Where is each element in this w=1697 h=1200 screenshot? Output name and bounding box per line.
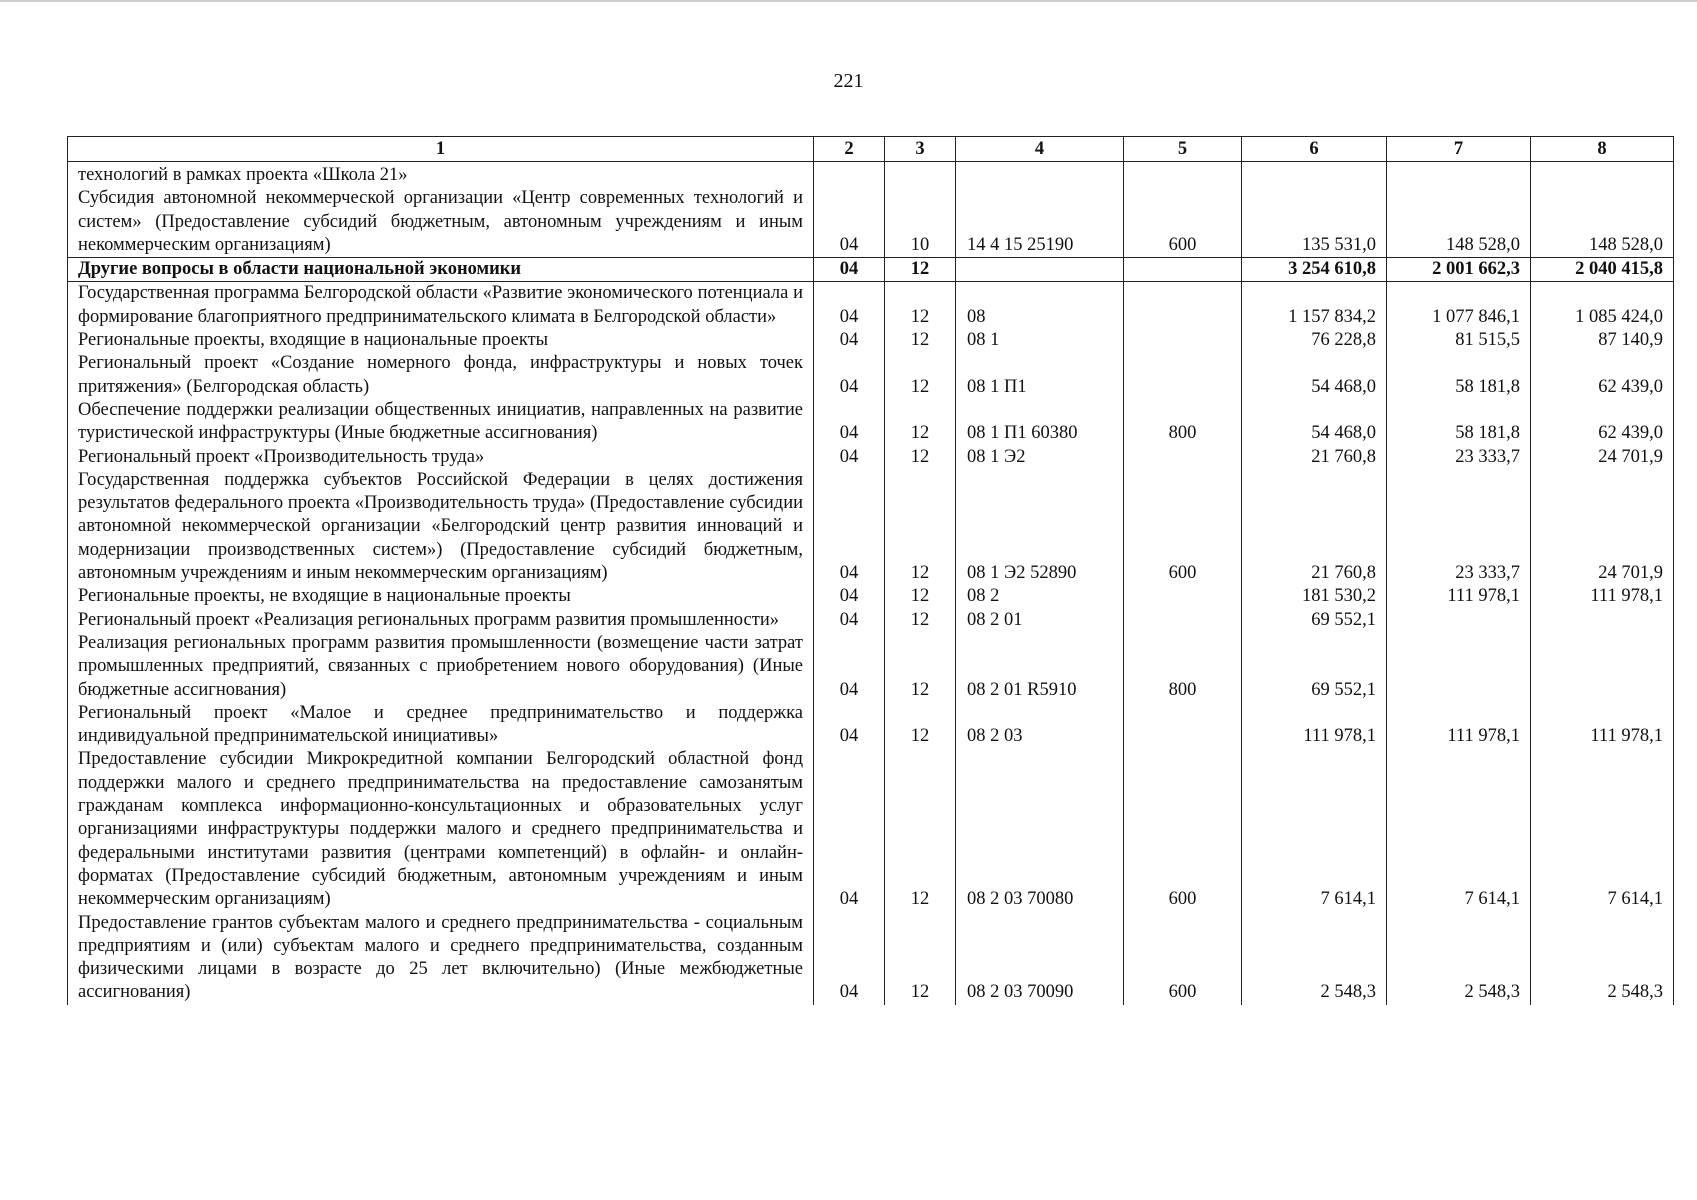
subsection-code: 12: [885, 329, 956, 352]
table-row: [68, 585, 1674, 608]
target-article-code: 08 2 03 70090: [956, 912, 1124, 1005]
table-row: [68, 469, 1674, 585]
amount-col6: 3 254 610,8: [1242, 258, 1387, 282]
target-article-code: 08 1: [956, 329, 1124, 352]
amount-col8: 7 614,1: [1531, 748, 1674, 911]
item-name-part: Субсидия автономной некоммерческой организации «Центр современных технологий и систем» (Предоставление субсидий бюджетным, автономным учреждениям и иным некоммерческим организациям): [78, 188, 803, 255]
item-name: [68, 162, 814, 258]
item-name: Региональные проекты, не входящие в национальные проекты: [68, 585, 814, 608]
amount-col7: 111 978,1: [1387, 585, 1531, 608]
expense-type-code: [1124, 702, 1242, 749]
item-name: Государственная поддержка субъектов Российской Федерации в целях достижения результатов федерального проекта «Производительность труда» (Предоставление субсидии автономной некоммерческой организации «Белгородский центр развития инноваций и модернизации производственных систем») (Предоставление субсидий бюджетным, автономным учреждениям и иным некоммерческим организациям): [68, 469, 814, 585]
subsection-code: 12: [885, 469, 956, 585]
amount-col7: 7 614,1: [1387, 748, 1531, 911]
section-code: 04: [814, 282, 885, 329]
column-header: 7: [1387, 137, 1531, 162]
section-code: 04: [814, 609, 885, 632]
amount-col6: 76 228,8: [1242, 329, 1387, 352]
amount-col8: 62 439,0: [1531, 399, 1674, 446]
column-header: 1: [68, 137, 814, 162]
amount-col7: 58 181,8: [1387, 399, 1531, 446]
amount-col6: 7 614,1: [1242, 748, 1387, 911]
table-row: [68, 162, 1674, 258]
item-name: Обеспечение поддержки реализации общественных инициатив, направленных на развитие туристической инфраструктуры (Иные бюджетные ассигнования): [68, 399, 814, 446]
amount-col7: 2 001 662,3: [1387, 258, 1531, 282]
amount-col8: 111 978,1: [1531, 702, 1674, 749]
amount-col8: [1531, 632, 1674, 702]
amount-col8: 148 528,0: [1531, 162, 1674, 258]
amount-col6: 135 531,0: [1242, 162, 1387, 258]
item-name: Другие вопросы в области национальной экономики: [68, 258, 814, 282]
amount-col6: 21 760,8: [1242, 446, 1387, 469]
amount-col8: 2 548,3: [1531, 912, 1674, 1005]
expense-type-code: 600: [1124, 469, 1242, 585]
expense-type-code: 600: [1124, 162, 1242, 258]
subsection-code: 12: [885, 352, 956, 399]
table-row: [68, 446, 1674, 469]
scan-top-edge: [0, 0, 1697, 2]
amount-col7: [1387, 632, 1531, 702]
target-article-code: 08 2 03: [956, 702, 1124, 749]
expense-type-code: [1124, 282, 1242, 329]
amount-col7: 81 515,5: [1387, 329, 1531, 352]
amount-col7: [1387, 609, 1531, 632]
amount-col6: 54 468,0: [1242, 399, 1387, 446]
expense-type-code: [1124, 258, 1242, 282]
item-name-part: технологий в рамках проекта «Школа 21»: [78, 165, 408, 185]
table-row: [68, 609, 1674, 632]
target-article-code: 08 1 Э2: [956, 446, 1124, 469]
item-name: Региональный проект «Производительность труда»: [68, 446, 814, 469]
budget-table: [67, 136, 1674, 1005]
item-name: Региональный проект «Малое и среднее предпринимательство и поддержка индивидуальной предпринимательской инициативы»: [68, 702, 814, 749]
amount-col8: 87 140,9: [1531, 329, 1674, 352]
table-row: [68, 632, 1674, 702]
amount-col8: 62 439,0: [1531, 352, 1674, 399]
amount-col7: 23 333,7: [1387, 446, 1531, 469]
amount-col7: 2 548,3: [1387, 912, 1531, 1005]
amount-col6: 21 760,8: [1242, 469, 1387, 585]
amount-col8: 24 701,9: [1531, 446, 1674, 469]
column-header: 8: [1531, 137, 1674, 162]
expense-type-code: 600: [1124, 912, 1242, 1005]
table-row: [68, 399, 1674, 446]
amount-col6: 54 468,0: [1242, 352, 1387, 399]
section-code: 04: [814, 162, 885, 258]
expense-type-code: [1124, 329, 1242, 352]
expense-type-code: [1124, 609, 1242, 632]
amount-col6: 111 978,1: [1242, 702, 1387, 749]
subsection-code: 12: [885, 399, 956, 446]
subsection-code: 12: [885, 609, 956, 632]
item-name: Предоставление субсидии Микрокредитной компании Белгородский областной фонд поддержки малого и среднего предпринимательства на предоставление самозанятым гражданам комплекса информационно-консультационных и образовательных услуг организациями инфраструктуры поддержки малого и среднего предпринимательства и федеральными институтами развития (центрами компетенций) в офлайн- и онлайн-форматах (Предоставление субсидий бюджетным, автономным учреждениям и иным некоммерческим организациям): [68, 748, 814, 911]
item-name: Реализация региональных программ развития промышленности (возмещение части затрат промышленных предприятий, связанных с приобретением нового оборудования) (Иные бюджетные ассигнования): [68, 632, 814, 702]
section-code: 04: [814, 329, 885, 352]
section-code: 04: [814, 469, 885, 585]
subsection-code: 12: [885, 585, 956, 608]
table-row-total: [68, 258, 1674, 282]
subsection-code: 12: [885, 912, 956, 1005]
amount-col7: 111 978,1: [1387, 702, 1531, 749]
item-name: Региональные проекты, входящие в национальные проекты: [68, 329, 814, 352]
target-article-code: [956, 258, 1124, 282]
subsection-code: 12: [885, 258, 956, 282]
amount-col7: 58 181,8: [1387, 352, 1531, 399]
expense-type-code: [1124, 446, 1242, 469]
column-header: 5: [1124, 137, 1242, 162]
amount-col6: 181 530,2: [1242, 585, 1387, 608]
amount-col8: 24 701,9: [1531, 469, 1674, 585]
section-code: 04: [814, 399, 885, 446]
amount-col6: 2 548,3: [1242, 912, 1387, 1005]
target-article-code: 08 1 П1: [956, 352, 1124, 399]
item-name: Предоставление грантов субъектам малого и среднего предпринимательства - социальным предприятиям и (или) субъектам малого и среднего предпринимательства, созданным физическими лицами в возрасте до 25 лет включительно) (Иные межбюджетные ассигнования): [68, 912, 814, 1005]
section-code: 04: [814, 352, 885, 399]
section-code: 04: [814, 912, 885, 1005]
amount-col7: 1 077 846,1: [1387, 282, 1531, 329]
item-name: Региональный проект «Создание номерного фонда, инфраструктуры и новых точек притяжения» (Белгородская область): [68, 352, 814, 399]
subsection-code: 10: [885, 162, 956, 258]
amount-col8: 2 040 415,8: [1531, 258, 1674, 282]
section-code: 04: [814, 748, 885, 911]
amount-col6: 69 552,1: [1242, 609, 1387, 632]
expense-type-code: [1124, 352, 1242, 399]
target-article-code: 14 4 15 25190: [956, 162, 1124, 258]
target-article-code: 08: [956, 282, 1124, 329]
section-code: 04: [814, 632, 885, 702]
subsection-code: 12: [885, 702, 956, 749]
amount-col6: 1 157 834,2: [1242, 282, 1387, 329]
amount-col8: 1 085 424,0: [1531, 282, 1674, 329]
section-code: 04: [814, 446, 885, 469]
table-row: [68, 702, 1674, 749]
section-code: 04: [814, 702, 885, 749]
section-code: 04: [814, 258, 885, 282]
target-article-code: 08 2 03 70080: [956, 748, 1124, 911]
expense-type-code: 800: [1124, 399, 1242, 446]
target-article-code: 08 2: [956, 585, 1124, 608]
subsection-code: 12: [885, 446, 956, 469]
expense-type-code: 800: [1124, 632, 1242, 702]
column-header: 4: [956, 137, 1124, 162]
subsection-code: 12: [885, 632, 956, 702]
column-header: 3: [885, 137, 956, 162]
table-header-row: [68, 137, 1674, 162]
target-article-code: 08 1 П1 60380: [956, 399, 1124, 446]
section-code: 04: [814, 585, 885, 608]
amount-col6: 69 552,1: [1242, 632, 1387, 702]
subsection-code: 12: [885, 282, 956, 329]
amount-col7: 23 333,7: [1387, 469, 1531, 585]
table-row: [68, 352, 1674, 399]
expense-type-code: 600: [1124, 748, 1242, 911]
target-article-code: 08 2 01 R5910: [956, 632, 1124, 702]
item-name: Государственная программа Белгородской области «Развитие экономического потенциала и формирование благоприятного предпринимательского климата в Белгородской области»: [68, 282, 814, 329]
page-number: 221: [833, 70, 864, 92]
item-name: Региональный проект «Реализация региональных программ развития промышленности»: [68, 609, 814, 632]
target-article-code: 08 2 01: [956, 609, 1124, 632]
target-article-code: 08 1 Э2 52890: [956, 469, 1124, 585]
table-row: [68, 912, 1674, 1005]
table-row: [68, 329, 1674, 352]
table-row: [68, 282, 1674, 329]
amount-col7: 148 528,0: [1387, 162, 1531, 258]
amount-col8: [1531, 609, 1674, 632]
column-header: 2: [814, 137, 885, 162]
column-header: 6: [1242, 137, 1387, 162]
amount-col8: 111 978,1: [1531, 585, 1674, 608]
table-row: [68, 748, 1674, 911]
expense-type-code: [1124, 585, 1242, 608]
subsection-code: 12: [885, 748, 956, 911]
